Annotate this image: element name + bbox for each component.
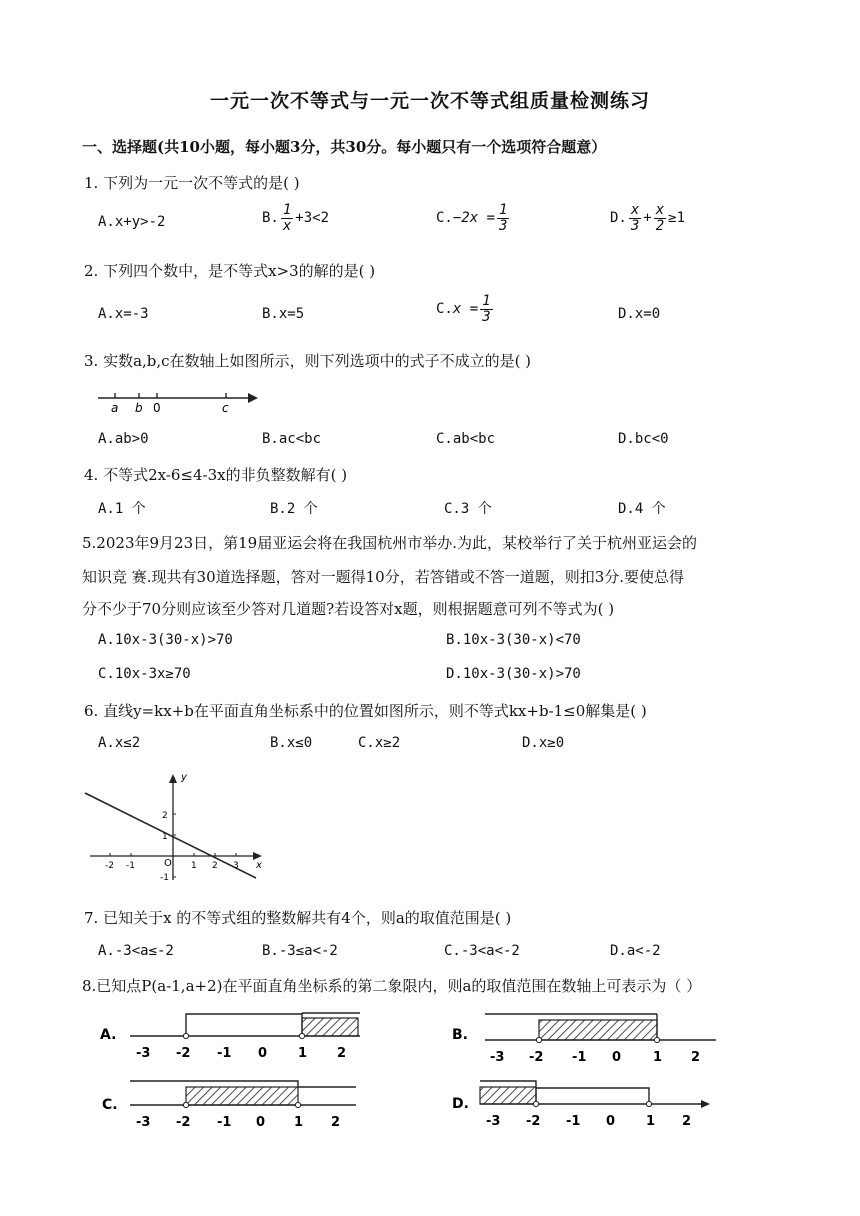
- q8-c-tick-neg2: -2: [176, 1115, 191, 1130]
- q2-option-c[interactable]: C.x = $\frac{1}{3}$: [436, 293, 491, 325]
- q1-stem: 1. 下列为一元一次不等式的是( ): [84, 174, 300, 192]
- q7-option-c[interactable]: C.-3<a<-2: [444, 943, 520, 959]
- q3-stem: 3. 实数a,b,c在数轴上如图所示，则下列选项中的式子不成立的是( ): [84, 352, 532, 370]
- q8-a-tick-1: 1: [298, 1046, 308, 1061]
- q8-c-tick-2: 2: [331, 1115, 341, 1130]
- q8-option-c-label: C.: [102, 1097, 118, 1113]
- q3-option-d[interactable]: D.bc<0: [618, 431, 669, 447]
- q8-b-tick-2: 2: [691, 1050, 701, 1065]
- q8-stem: 8.已知点P(a-1,a+2)在平面直角坐标系的第二象限内，则a的取值范围在数轴上可表示为（ ）: [82, 977, 702, 995]
- q8-a-tick-neg1: -1: [217, 1046, 232, 1061]
- q6-option-a[interactable]: A.x≤2: [98, 735, 141, 751]
- q8-a-tick-neg3: -3: [136, 1046, 151, 1061]
- q8-a-tick-0: 0: [258, 1046, 268, 1061]
- q8-a-tick-2: 2: [337, 1046, 347, 1061]
- q8-d-tick-0: 0: [606, 1114, 616, 1129]
- q6-stem: 6. 直线y=kx+b在平面直角坐标系中的位置如图所示，则不等式kx+b-1≤0解集是( ): [84, 702, 647, 720]
- q4-option-a[interactable]: A.1 个: [98, 501, 146, 517]
- q3-option-b[interactable]: B.ac<bc: [262, 431, 322, 447]
- q1-option-a[interactable]: A.x+y>-2: [98, 214, 166, 230]
- q3-axis-label-b: b: [135, 401, 143, 415]
- q8-c-tick-1: 1: [294, 1115, 304, 1130]
- q6-coordinate-graph: [80, 768, 270, 886]
- q3-axis-label-0: 0: [153, 401, 161, 415]
- q2-option-b[interactable]: B.x=5: [262, 306, 305, 322]
- q6-x-tick-3: 3: [233, 861, 239, 871]
- q8-b-tick-0: 0: [612, 1050, 622, 1065]
- q8-a-tick-neg2: -2: [176, 1046, 191, 1061]
- q5-option-a[interactable]: A.10x-3(30-x)>70: [98, 632, 233, 648]
- q6-option-d[interactable]: D.x≥0: [522, 735, 565, 751]
- q6-x-tick-1: 1: [191, 861, 197, 871]
- q8-b-tick-neg2: -2: [529, 1050, 544, 1065]
- q8-c-tick-0: 0: [256, 1115, 266, 1130]
- q5-line-1: 5.2023年9月23日，第19届亚运会将在我国杭州市举办.为此，某校举行了关于杭州亚运会的: [82, 534, 697, 552]
- q5-line-2: 知识竞 赛.现共有30道选择题，答对一题得10分，若答错或不答一道题，则扣3分.要使总得: [82, 568, 685, 586]
- q8-c-tick-neg3: -3: [136, 1115, 151, 1130]
- q1-option-b[interactable]: B. $\frac{1}{x}$ +3<2: [262, 202, 330, 234]
- q8-d-tick-neg1: -1: [566, 1114, 581, 1129]
- q4-option-b[interactable]: B.2 个: [270, 501, 318, 517]
- q7-option-d[interactable]: D.a<-2: [610, 943, 661, 959]
- q7-option-b[interactable]: B.-3≤a<-2: [262, 943, 338, 959]
- q7-stem: 7. 已知关于x 的不等式组的整数解共有4个，则a的取值范围是( ): [84, 909, 512, 927]
- page-title: 一元一次不等式与一元一次不等式组质量检测练习: [209, 90, 650, 112]
- q7-option-a[interactable]: A.-3<a≤-2: [98, 943, 174, 959]
- q6-x-tick-neg2: -2: [105, 861, 114, 871]
- q8-d-tick-neg2: -2: [526, 1114, 541, 1129]
- q1-option-c[interactable]: C.−2x = $\frac{1}{3}$: [436, 202, 508, 234]
- q6-option-b[interactable]: B.x≤0: [270, 735, 313, 751]
- q8-d-tick-1: 1: [646, 1114, 656, 1129]
- q6-option-c[interactable]: C.x≥2: [358, 735, 401, 751]
- q8-b-tick-neg1: -1: [572, 1050, 587, 1065]
- section-heading: 一、选择题(共10小题，每小题3分，共30分。每小题只有一个选项符合题意）: [82, 138, 607, 156]
- q3-option-c[interactable]: C.ab<bc: [436, 431, 496, 447]
- q1-option-d[interactable]: D. $\frac{x}{3}$ + $\frac{x}{2}$ ≥1: [610, 202, 686, 234]
- q8-d-tick-2: 2: [682, 1114, 692, 1129]
- q5-option-c[interactable]: C.10x-3x≥70: [98, 666, 191, 682]
- q4-option-c[interactable]: C.3 个: [444, 501, 492, 517]
- q3-axis-label-a: a: [111, 401, 119, 415]
- q5-option-b[interactable]: B.10x-3(30-x)<70: [446, 632, 581, 648]
- q8-option-a-label: A.: [100, 1027, 117, 1043]
- q2-stem: 2. 下列四个数中，是不等式x>3的解的是( ): [84, 262, 376, 280]
- q8-b-tick-1: 1: [653, 1050, 663, 1065]
- q6-origin-label: O: [164, 858, 172, 869]
- q8-d-tick-neg3: -3: [486, 1114, 501, 1129]
- q6-y-axis-label: y: [181, 772, 187, 783]
- q6-x-tick-2: 2: [212, 861, 218, 871]
- q3-option-a[interactable]: A.ab>0: [98, 431, 149, 447]
- q4-option-d[interactable]: D.4 个: [618, 501, 666, 517]
- q8-option-b-label: B.: [452, 1027, 468, 1043]
- q3-axis-label-c: c: [222, 401, 229, 415]
- q6-x-tick-neg1: -1: [126, 861, 135, 871]
- q6-y-tick-1: 1: [162, 832, 168, 842]
- q5-line-3: 分不少于70分则应该至少答对几道题?若设答对x题，则根据题意可列不等式为( ): [82, 600, 615, 618]
- q8-option-d-label: D.: [452, 1096, 469, 1112]
- q2-option-d[interactable]: D.x=0: [618, 306, 661, 322]
- q3-number-line: [92, 385, 262, 417]
- q6-y-tick-2: 2: [162, 811, 168, 821]
- q2-option-a[interactable]: A.x=-3: [98, 306, 149, 322]
- q6-x-axis-label: x: [256, 860, 262, 871]
- q8-number-line-options: [90, 1005, 770, 1137]
- q6-y-tick-neg1: -1: [160, 873, 169, 883]
- q5-option-d[interactable]: D.10x-3(30-x)>70: [446, 666, 581, 682]
- q8-b-tick-neg3: -3: [490, 1050, 505, 1065]
- q8-c-tick-neg1: -1: [217, 1115, 232, 1130]
- q4-stem: 4. 不等式2x-6≤4-3x的非负整数解有( ): [84, 466, 348, 484]
